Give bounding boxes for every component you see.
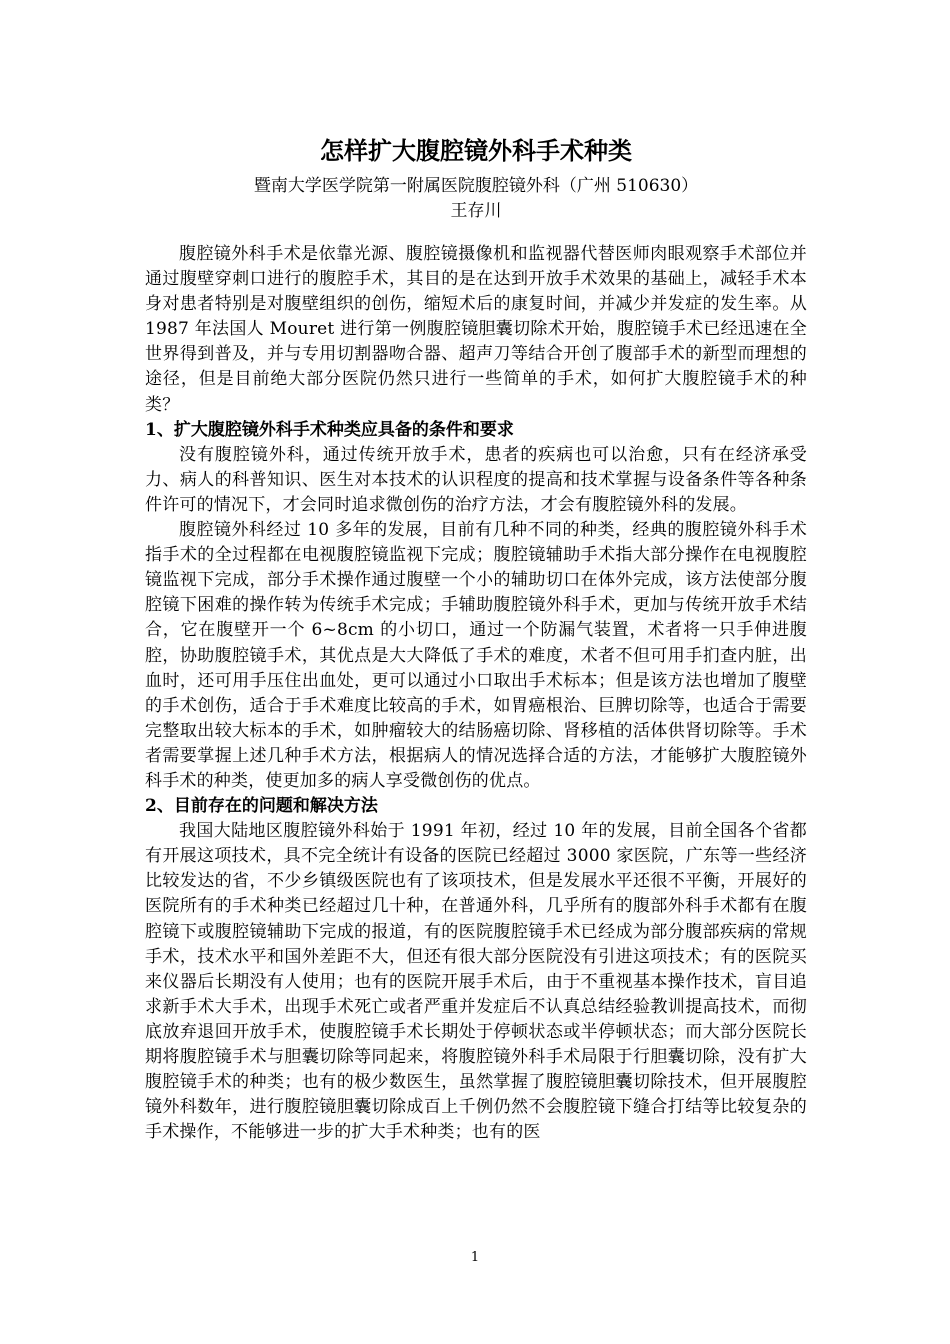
- author-name: 王存川: [450, 201, 502, 221]
- section-2-heading: 2、目前存在的问题和解决方法: [145, 796, 378, 817]
- page-number: 1: [470, 1250, 480, 1265]
- section-2-paragraph-1: 我国大陆地区腹腔镜外科始于 1991 年初，经过 10 年的发展，目前全国各个省都有开展这项技术，具不完全统计有设备的医院已经超过 3000 家医院，广东等一些经济比较发达的省，不少乡镇级医院也有了该项技术，但是发展水平还很不平衡，开展好的医院所有的手术种类已经超过几十种，在普通外科，几乎所有的腹部外科手术都有在腹腔镜下或腹腔镜辅助下完成的报道，有的医院腹腔镜手术已经成为部分腹部疾病的常规手术，技术水平和国外差距不大，但还有很大部分医院没有引进这项技术；有的医院买来仪器后长期没有人使用；也有的医院开展手术后，由于不重视基本操作技术，盲目追求新手术大手术，出现手术死亡或者严重并发症后不认真总结经验教训提高技术，而彻底放弃退回开放手术，使腹腔镜手术长期处于停顿状态或半停顿状态；而大部分医院长期将腹腔镜手术与胆囊切除等同起来，将腹腔镜外科手术局限于行胆囊切除，没有扩大腹腔镜手术的种类；也有的极少数医生，虽然掌握了腹腔镜胆囊切除技术，但开展腹腔镜外科数年，进行腹腔镜胆囊切除成百上千例仍然不会腹腔镜下缝合打结等比较复杂的手术操作，不能够进一步的扩大手术种类；也有的医: [145, 821, 807, 1143]
- section-1-heading: 1、扩大腹腔镜外科手术种类应具备的条件和要求: [145, 419, 514, 440]
- document-body: [145, 134, 807, 1145]
- intro-paragraph: 腹腔镜外科手术是依靠光源、腹腔镜摄像机和监视器代替医师肉眼观察手术部位并通过腹壁穿刺口进行的腹腔手术，其目的是在达到开放手术效果的基础上，减轻手术本身对患者特别是对腹壁组织的创伤，缩短术后的康复时间，并减少并发症的发生率。从 1987 年法国人 Mouret 进行第一例腹腔镜胆囊切除术开始，腹腔镜手术已经迅速在全世界得到普及，并与专用切割器吻合器、超声刀等结合开创了腹部手术的新型而理想的途径，但是目前绝大部分医院仍然只进行一些简单的手术，如何扩大腹腔镜手术的种类？: [145, 244, 807, 415]
- section-1-paragraph-1: 没有腹腔镜外科，通过传统开放手术，患者的疾病也可以治愈，只有在经济承受力、病人的科普知识、医生对本技术的认识程度的提高和技术掌握与设备条件等各种条件许可的情况下，才会同时追求微创伤的治疗方法，才会有腹腔镜外科的发展。: [145, 444, 807, 515]
- section-1-paragraph-2: 腹腔镜外科经过 10 多年的发展，目前有几种不同的种类，经典的腹腔镜外科手术指手术的全过程都在电视腹腔镜监视下完成；腹腔镜辅助手术指大部分操作在电视腹腔镜监视下完成，部分手术操作通过腹壁一个小的辅助切口在体外完成，该方法使部分腹腔镜下困难的操作转为传统手术完成；手辅助腹腔镜外科手术，更加与传统开放手术结合，它在腹壁开一个 6~8cm 的小切口，通过一个防漏气装置，术者将一只手伸进腹腔，协助腹腔镜手术，其优点是大大降低了手术的难度，术者不但可用手扪查内脏，出血时，还可用手压住出血处，更可以通过小口取出手术标本；但是该方法也增加了腹壁的手术创伤，适合于手术难度比较高的手术，如胃癌根治、巨脾切除等，也适合于需要完整取出较大标本的手术，如肿瘤较大的结肠癌切除、肾移植的活体供肾切除等。手术者需要掌握上述几种手术方法，根据病人的情况选择合适的方法，才能够扩大腹腔镜外科手术的种类，使更加多的病人享受微创伤的优点。: [145, 520, 807, 791]
- author-affiliation: 暨南大学医学院第一附属医院腹腔镜外科（广州 510630）: [253, 176, 699, 196]
- page-title: 怎样扩大腹腔镜外科手术种类: [320, 136, 632, 165]
